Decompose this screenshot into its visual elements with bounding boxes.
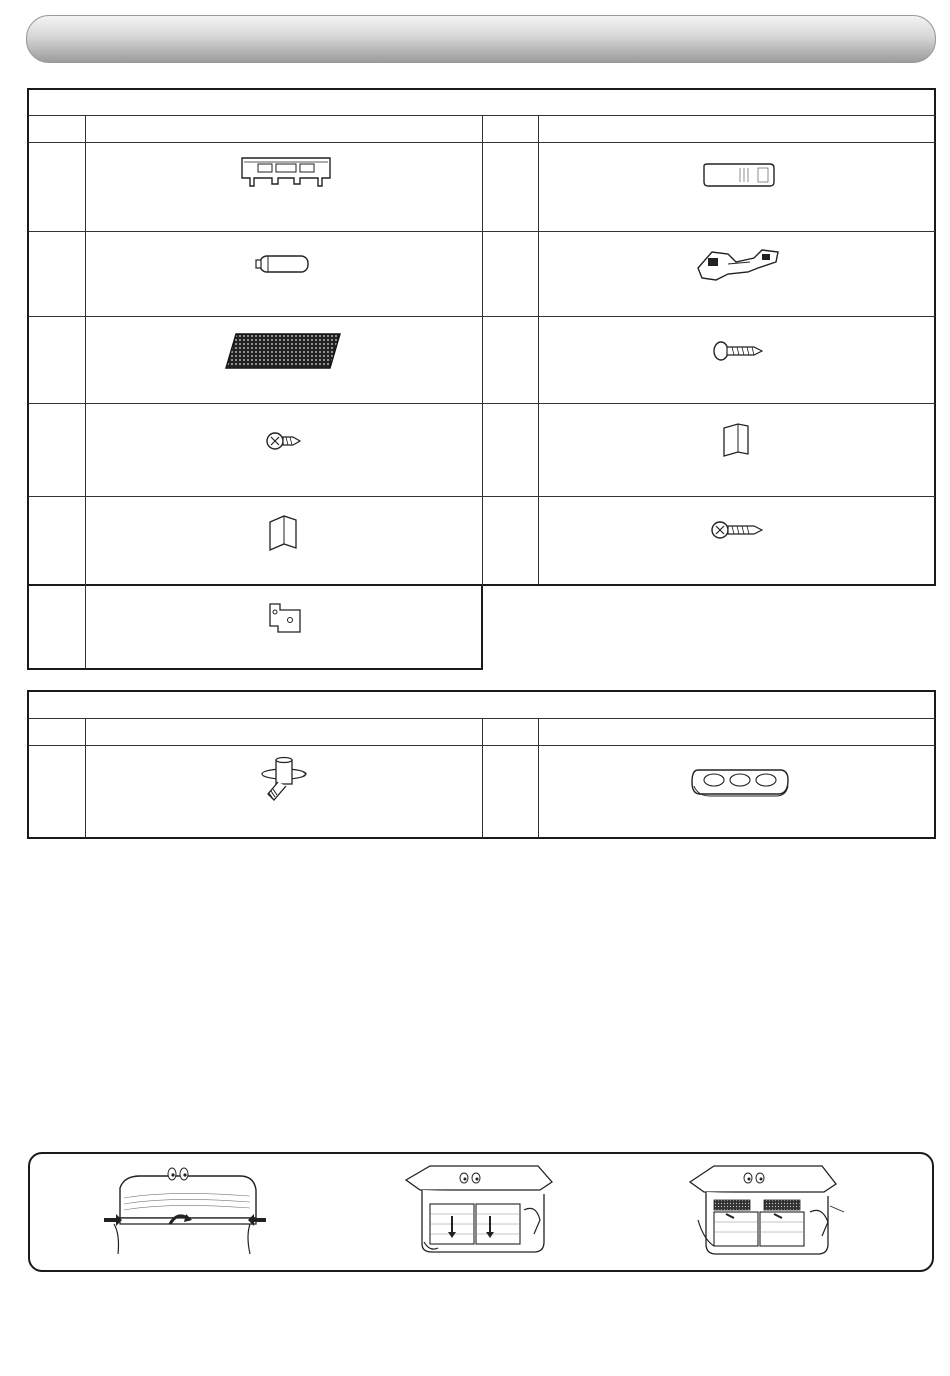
section-header-banner <box>26 15 936 63</box>
battery-icon <box>254 254 312 274</box>
wood-screw-icon <box>266 430 302 452</box>
screw-icon <box>712 340 764 362</box>
attach-filter-illustration <box>684 1160 854 1264</box>
tapping-screw-icon <box>710 518 764 542</box>
pipe-holder-icon <box>688 764 792 800</box>
remote-control-icon <box>700 162 776 188</box>
filter-icon <box>222 330 344 372</box>
open-panel-illustration <box>100 1162 270 1262</box>
manual-icon <box>720 420 752 458</box>
remote-holder-icon <box>692 244 784 284</box>
accessories-table-last-row <box>27 584 483 670</box>
booklet-icon <box>266 512 300 552</box>
bracket-icon <box>266 600 304 636</box>
remove-filter-illustration <box>400 1160 560 1264</box>
drain-elbow-icon <box>258 756 310 808</box>
mounting-plate-icon <box>238 156 334 192</box>
